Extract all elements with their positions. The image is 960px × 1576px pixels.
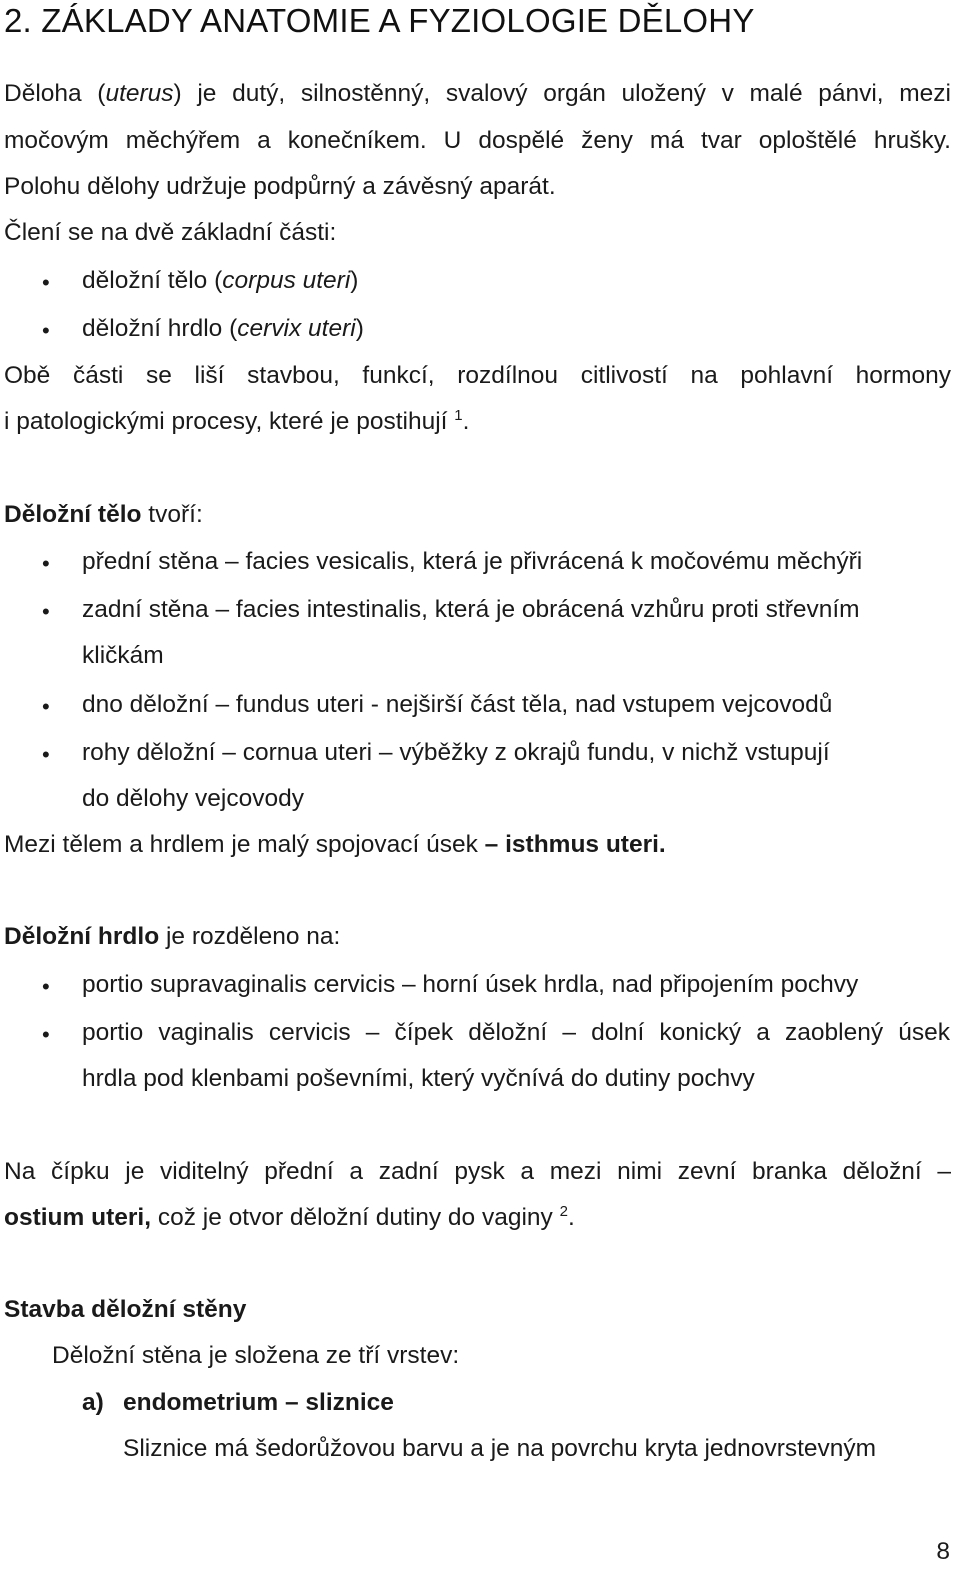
bullet-icon: •	[42, 694, 50, 719]
list-item: portio supravaginalis cervicis – horní úsek hrdla, nad připojením pochvy	[82, 971, 859, 998]
section-title-cervix: Děložní hrdlo je rozděleno na:	[4, 923, 341, 950]
parts-note-line-2: i patologickými procesy, které je postihují $^1$.	[4, 407, 470, 435]
parts-note-line-1: Obě části se liší stavbou, funkcí, rozdílnou citlivostí na pohlavní hormony	[4, 362, 951, 389]
list-item: portio vaginalis cervicis – čípek děložní – dolní konický a zaoblený úsek	[82, 1019, 950, 1046]
list-item-continuation: do dělohy vejcovody	[82, 785, 305, 812]
list-item: zadní stěna – facies intestinalis, která je obrácená vzhůru proti střevním	[82, 596, 860, 623]
bullet-icon: •	[42, 974, 50, 999]
footnote-ref: 2	[559, 1203, 568, 1220]
page-number: 8	[936, 1538, 950, 1565]
page-heading: 2. ZÁKLADY ANATOMIE A FYZIOLOGIE DĚLOHY	[4, 2, 755, 39]
section-title-body: Děložní tělo tvoří:	[4, 501, 203, 528]
wall-layer-a-title: endometrium – sliznice	[123, 1389, 394, 1416]
ostium-line-2: ostium uteri, což je otvor děložní dutiny do vaginy $^2$.	[4, 1203, 575, 1231]
footnote-ref: 1	[454, 407, 463, 424]
list-item: dno děložní – fundus uteri - nejširší část těla, nad vstupem vejcovodů	[82, 691, 833, 718]
bullet-icon: •	[42, 599, 50, 624]
list-item-continuation: kličkám	[82, 642, 164, 669]
list-item: děložní hrdlo (cervix uteri)	[82, 315, 364, 342]
intro-line-1: Děloha (uterus) je dutý, silnostěnný, svalový orgán uložený v malé pánvi, mezi	[4, 80, 951, 107]
isthmus-line: Mezi tělem a hrdlem je malý spojovací úsek – isthmus uteri.	[4, 831, 666, 858]
intro-line-2: močovým měchýřem a konečníkem. U dospělé ženy má tvar oploštělé hrušky.	[4, 127, 951, 154]
section-title-wall: Stavba děložní stěny	[4, 1296, 247, 1323]
bullet-icon: •	[42, 270, 50, 295]
wall-layer-a-text: Sliznice má šedorůžovou barvu a je na povrchu kryta jednovrstevným	[123, 1435, 877, 1462]
bullet-icon: •	[42, 1022, 50, 1047]
ostium-line-1: Na čípku je viditelný přední a zadní pysk a mezi nimi zevní branka děložní –	[4, 1158, 951, 1185]
intro-line-4: Člení se na dvě základní části:	[4, 219, 337, 246]
list-item-continuation: hrdla pod klenbami poševními, který vyčnívá do dutiny pochvy	[82, 1065, 755, 1092]
list-item: přední stěna – facies vesicalis, která je přivrácená k močovému měchýři	[82, 548, 863, 575]
intro-line-3: Polohu dělohy udržuje podpůrný a závěsný aparát.	[4, 173, 556, 200]
bullet-icon: •	[42, 318, 50, 343]
wall-layer-a-label: a)	[82, 1389, 104, 1416]
wall-intro: Děložní stěna je složena ze tří vrstev:	[52, 1342, 460, 1369]
list-item: děložní tělo (corpus uteri)	[82, 267, 359, 294]
bullet-icon: •	[42, 742, 50, 767]
list-item: rohy děložní – cornua uteri – výběžky z okrajů fundu, v nichž vstupují	[82, 739, 830, 766]
bullet-icon: •	[42, 551, 50, 576]
